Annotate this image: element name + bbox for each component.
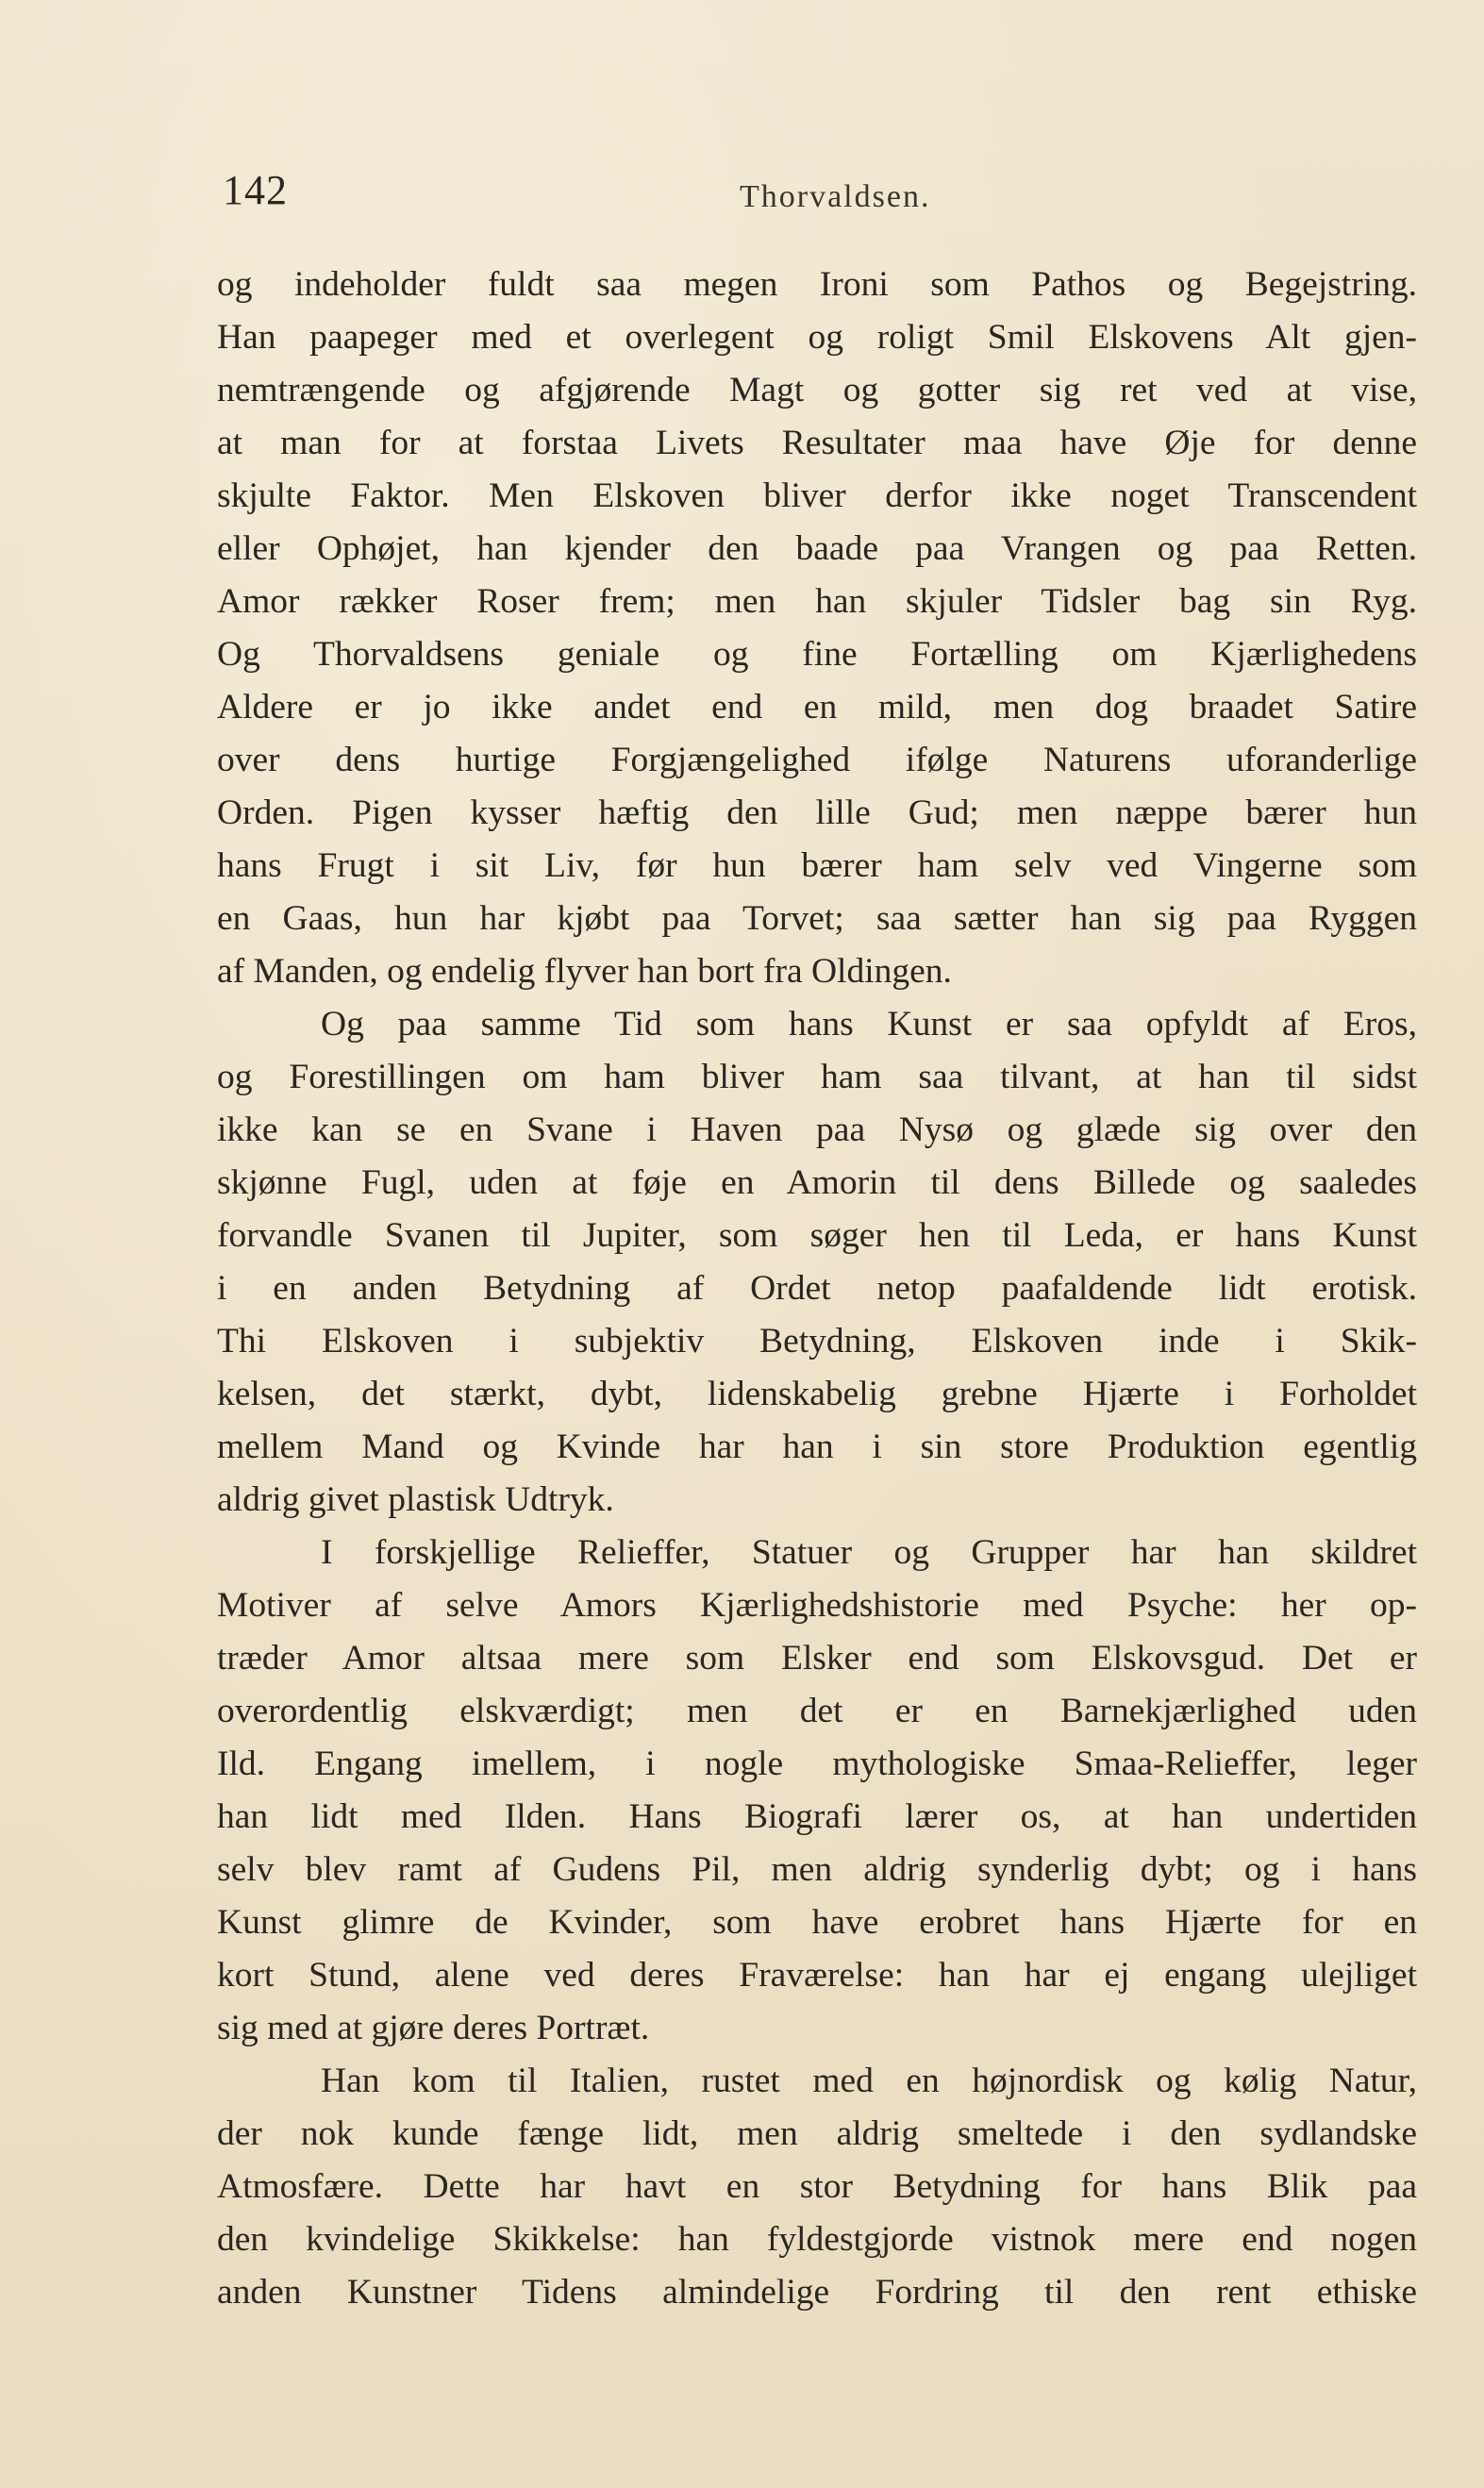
text-line: mellem Mand og Kvinde har han i sin store Produktion egentlig bbox=[217, 1428, 1417, 1466]
text-line: Aldere er jo ikke andet end en mild, men dog braadet Satire bbox=[217, 688, 1417, 726]
text-line: Atmosfære. Dette har havt en stor Betydning for hans Blik paa bbox=[217, 2167, 1417, 2206]
text-line: Thi Elskoven i subjektiv Betydning, Elskoven inde i Skik- bbox=[217, 1322, 1417, 1361]
text-line: den kvindelige Skikkelse: han fyldestgjorde vistnok mere end nogen bbox=[217, 2220, 1417, 2259]
text-line: forvandle Svanen til Jupiter, som søger hen til Leda, er hans Kunst bbox=[217, 1216, 1417, 1255]
text-line: eller Ophøjet, han kjender den baade paa Vrangen og paa Retten. bbox=[217, 529, 1417, 568]
text-line: en Gaas, hun har kjøbt paa Torvet; saa sætter han sig paa Ryggen bbox=[217, 899, 1417, 938]
text-line: i en anden Betydning af Ordet netop paafaldende lidt erotisk. bbox=[217, 1269, 1417, 1308]
page-number: 142 bbox=[223, 167, 288, 213]
text-line: Og Thorvaldsens geniale og fine Fortælling om Kjærlighedens bbox=[217, 635, 1417, 674]
paragraph-first-line: Han kom til Italien, rustet med en højnordisk og kølig Natur, bbox=[321, 2062, 1417, 2100]
text-line: skjulte Faktor. Men Elskoven bliver derfor ikke noget Transcendent bbox=[217, 476, 1417, 515]
text-line: nemtrængende og afgjørende Magt og gotter sig ret ved at vise, bbox=[217, 371, 1417, 409]
text-line: ikke kan se en Svane i Haven paa Nysø og glæde sig over den bbox=[217, 1110, 1417, 1149]
text-line: hans Frugt i sit Liv, før hun bærer ham selv ved Vingerne som bbox=[217, 846, 1417, 885]
text-line: der nok kunde fænge lidt, men aldrig smeltede i den sydlandske bbox=[217, 2114, 1417, 2153]
text-line: han lidt med Ilden. Hans Biografi lærer os, at han undertiden bbox=[217, 1797, 1417, 1836]
text-line: overordentlig elskværdigt; men det er en Barnekjærlighed uden bbox=[217, 1692, 1417, 1730]
text-line: og indeholder fuldt saa megen Ironi som Pathos og Begejstring. bbox=[217, 265, 1417, 304]
text-line: træder Amor altsaa mere som Elsker end som Elskovsgud. Det er bbox=[217, 1639, 1417, 1678]
text-line: Han paapeger med et overlegent og roligt Smil Elskovens Alt gjen- bbox=[217, 318, 1417, 357]
text-line: Ild. Engang imellem, i nogle mythologiske Smaa-Relieffer, leger bbox=[217, 1745, 1417, 1783]
text-line: skjønne Fugl, uden at føje en Amorin til dens Billede og saaledes bbox=[217, 1163, 1417, 1202]
text-line: at man for at forstaa Livets Resultater maa have Øje for denne bbox=[217, 424, 1417, 462]
text-line: Motiver af selve Amors Kjærlighedshistorie med Psyche: her op- bbox=[217, 1586, 1417, 1625]
text-line: kort Stund, alene ved deres Fraværelse: han har ej engang ulejliget bbox=[217, 1956, 1417, 1995]
running-title: Thorvaldsen. bbox=[740, 179, 931, 214]
text-line: anden Kunstner Tidens almindelige Fordring til den rent ethiske bbox=[217, 2273, 1417, 2312]
text-line: Kunst glimre de Kvinder, som have erobret hans Hjærte for en bbox=[217, 1903, 1417, 1942]
text-line: aldrig givet plastisk Udtryk. bbox=[217, 1480, 614, 1519]
body-text bbox=[217, 259, 1417, 2319]
text-line: over dens hurtige Forgjængelighed ifølge Naturens uforanderlige bbox=[217, 741, 1417, 779]
text-line: og Forestillingen om ham bliver ham saa tilvant, at han til sidst bbox=[217, 1058, 1417, 1096]
paragraph-first-line: Og paa samme Tid som hans Kunst er saa opfyldt af Eros, bbox=[321, 1005, 1417, 1044]
text-line: sig med at gjøre deres Portræt. bbox=[217, 2009, 650, 2047]
page-header bbox=[223, 166, 1415, 223]
text-line: kelsen, det stærkt, dybt, lidenskabelig grebne Hjærte i Forholdet bbox=[217, 1375, 1417, 1413]
text-line: Orden. Pigen kysser hæftig den lille Gud; men næppe bærer hun bbox=[217, 793, 1417, 832]
text-line: af Manden, og endelig flyver han bort fra Oldingen. bbox=[217, 952, 952, 991]
text-line: selv blev ramt af Gudens Pil, men aldrig synderlig dybt; og i hans bbox=[217, 1850, 1417, 1889]
paragraph-first-line: I forskjellige Relieffer, Statuer og Grupper har han skildret bbox=[321, 1533, 1417, 1572]
text-line: Amor rækker Roser frem; men han skjuler Tidsler bag sin Ryg. bbox=[217, 582, 1417, 621]
